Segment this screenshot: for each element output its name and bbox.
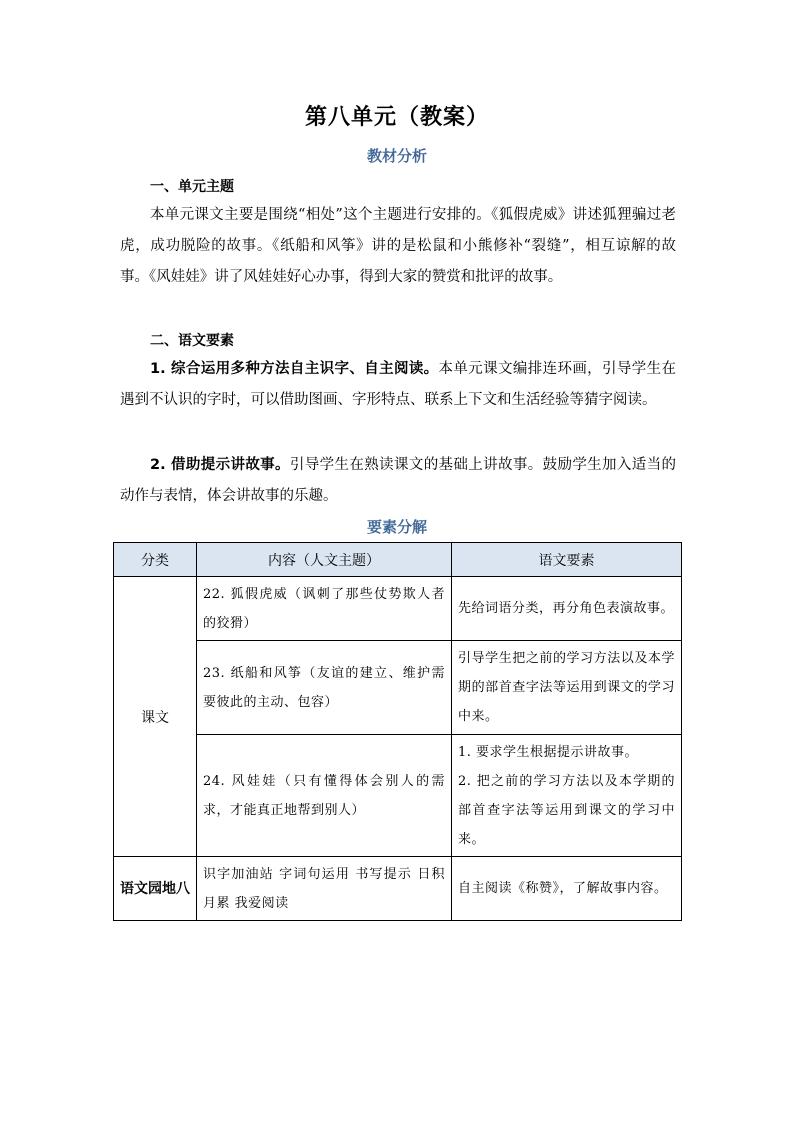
table-header-row <box>114 543 682 577</box>
row3-content: 24. 风娃娃（只有懂得体会别人的需求，才能真正地帮到别人） <box>197 735 452 857</box>
table-row <box>114 735 682 857</box>
page-title: 第八单元（教案） <box>304 105 489 130</box>
point-1-text: 本单元课文编排连环画，引导学生在遇到不认识的字时，可以借助图画、字形特点、联系上下文和生活经验等猜字阅读。 <box>120 361 676 408</box>
paragraph-point-1 <box>120 354 676 416</box>
row2-content: 23. 纸船和风筝（友谊的建立、维护需要彼此的主动、包容） <box>197 641 452 735</box>
paragraph-point-2 <box>120 450 676 512</box>
garden-element: 自主阅读《称赞》，了解故事内容。 <box>452 857 682 921</box>
row3-element-item-2: 2. 把之前的学习方法以及本学期的部首查字法等运用到课文的学习中来。 <box>458 773 675 847</box>
header-element: 语文要素 <box>452 543 682 577</box>
row2-element: 引导学生把之前的学习方法以及本学期的部首查字法等运用到课文的学习中来。 <box>452 641 682 735</box>
heading-unit-theme: 一、单元主题 <box>150 179 234 195</box>
section-subtitle-analysis: 教材分析 <box>366 147 427 165</box>
table-row <box>114 857 682 921</box>
row3-element-item-1: 1. 要求学生根据提示讲故事。 <box>458 744 639 760</box>
point-2-bold: 2. 借助提示讲故事。 <box>150 457 290 473</box>
point-1-bold: 1. 综合运用多种方法自主识字、自主阅读。 <box>150 361 439 377</box>
garden-content: 识字加油站 字词句运用 书写提示 日积月累 我爱阅读 <box>197 857 452 921</box>
row1-element: 先给词语分类，再分角色表演故事。 <box>452 577 682 641</box>
table-row <box>114 641 682 735</box>
row1-content: 22. 狐假虎威（讽刺了那些仗势欺人者的狡猾） <box>197 577 452 641</box>
paragraph-unit-theme: 本单元课文主要是围绕“相处”这个主题进行安排的。《狐假虎威》讲述狐狸骗过老虎，成功脱险的故事。《纸船和风筝》讲的是松鼠和小熊修补“裂缝”，相互谅解的故事。《风娃娃》讲了风娃娃好心办事，得到大家的赞赏和批评的故事。 <box>120 207 676 285</box>
category-cell-garden: 语文园地八 <box>114 857 197 921</box>
table-row <box>114 577 682 641</box>
header-category: 分类 <box>114 543 197 577</box>
point-2-text: 引导学生在熟读课文的基础上讲故事。鼓励学生加入适当的动作与表情，体会讲故事的乐趣。 <box>120 457 676 504</box>
category-cell-text: 课文 <box>114 577 197 857</box>
heading-language-elements: 二、语文要素 <box>150 333 234 349</box>
header-content: 内容（人文主题） <box>197 543 452 577</box>
elements-table <box>113 542 682 921</box>
row3-element <box>452 735 682 857</box>
section-subtitle-breakdown: 要素分解 <box>366 518 427 536</box>
